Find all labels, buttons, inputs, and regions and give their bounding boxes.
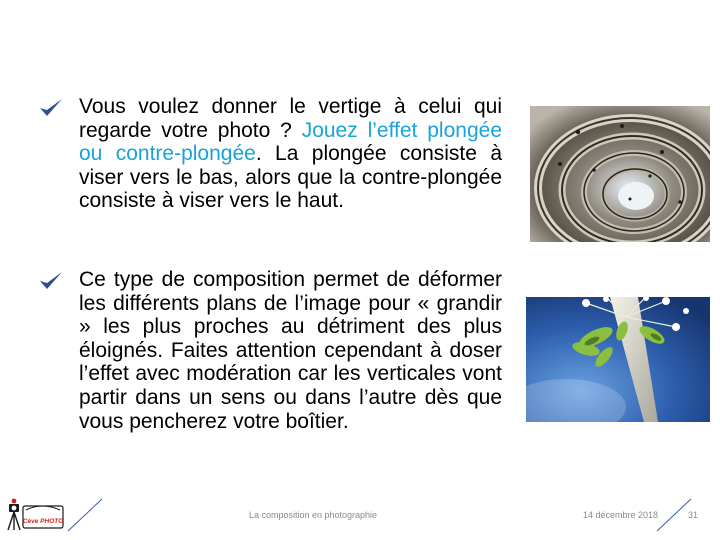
club-photo-logo bbox=[2, 498, 68, 532]
page-number: 31 bbox=[687, 510, 698, 520]
divider-slash-left bbox=[66, 497, 106, 533]
footer-date: 14 décembre 2018 bbox=[582, 510, 658, 520]
bullet-text-1 bbox=[79, 95, 502, 213]
bullet-item-1 bbox=[38, 95, 502, 213]
bullet-text-1-highlight: Jouez l’effet plongée ou contre-plongée bbox=[79, 118, 502, 166]
logo-text: Cève PHOTO bbox=[22, 518, 64, 525]
bullet-item-2 bbox=[38, 268, 502, 433]
footer-title: La composition en photographie bbox=[248, 510, 378, 520]
checkmark-icon bbox=[38, 97, 64, 119]
spiral-staircase-photo bbox=[530, 106, 710, 242]
bullet-text-1-start: Vous voulez donner le vertige à celui qui regarde votre photo ? bbox=[79, 95, 502, 142]
bullet-text-2: Ce type de composition permet de déformer les différents plans de l’image pour « grandir » les plus proches au détriment des plus éloignés. Faites attention cependant à doser l’effet avec modération car les verticales vont partir dans un sens ou dans l’autre dès que vous pencherez votre boîtier. bbox=[79, 268, 502, 433]
checkmark-icon bbox=[38, 270, 64, 292]
bullet-text-1-end: . La plongée consiste à viser vers le bas, alors que la contre-plongée consiste à viser vers le haut. bbox=[79, 142, 502, 213]
plant-low-angle-photo bbox=[526, 297, 710, 422]
